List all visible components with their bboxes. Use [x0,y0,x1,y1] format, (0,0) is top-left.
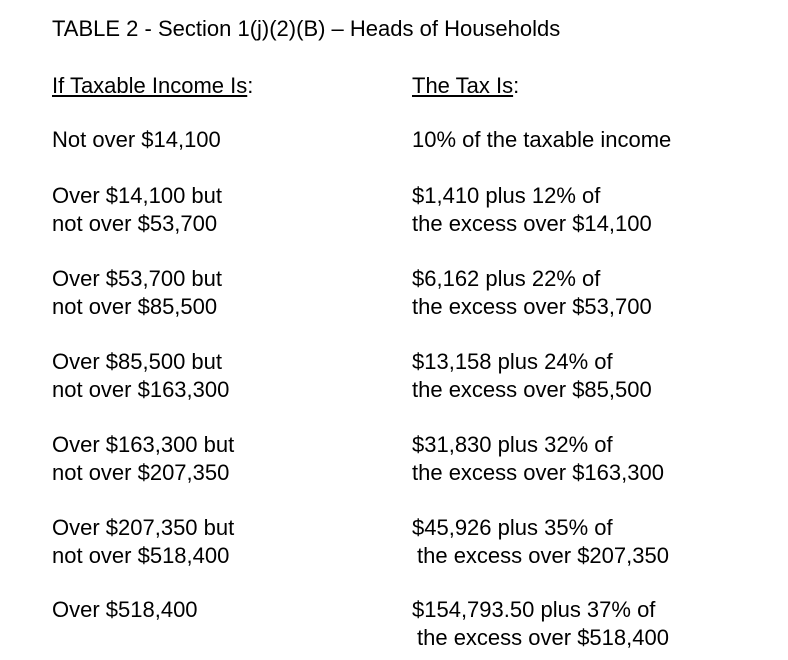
tax-text: the excess over $53,700 [412,293,652,319]
tax-cell-4 [412,348,652,403]
income-text: Over $14,100 but [52,183,223,208]
tax-cell-3 [412,265,652,320]
tax-column-header [412,72,519,100]
income-text: not over $207,350 [52,459,230,485]
income-cell-5 [52,431,234,486]
tax-header-colon: : [513,73,520,98]
income-cell-6 [52,514,234,569]
tax-text: $154,793.50 plus 37% of [412,597,656,622]
income-header-label: If Taxable Income Is [52,73,248,98]
income-text: not over $163,300 [52,376,230,402]
tax-text: the excess over $14,100 [412,210,652,236]
income-text: not over $53,700 [52,210,218,236]
tax-cell-6 [412,514,669,569]
income-text: Over $518,400 [52,597,198,622]
tax-text: the excess over $163,300 [412,459,664,485]
tax-text: $1,410 plus 12% of [412,183,601,208]
income-text: not over $518,400 [52,542,230,568]
income-cell-1 [52,126,221,154]
income-text: not over $85,500 [52,293,218,319]
tax-cell-1 [412,126,671,154]
table-title: TABLE 2 - Section 1(j)(2)(B) – Heads of Households [52,16,561,41]
tax-text: the excess over $207,350 [417,542,669,568]
tax-text: the excess over $518,400 [417,624,669,650]
income-cell-4 [52,348,229,403]
income-text: Not over $14,100 [52,127,221,152]
income-cell-7 [52,596,198,624]
tax-text: $31,830 plus 32% of [412,432,613,457]
tax-text: $45,926 plus 35% of [412,515,613,540]
income-cell-2 [52,182,222,237]
income-text: Over $85,500 but [52,349,223,374]
tax-cell-5 [412,431,664,486]
income-header-colon: : [247,73,254,98]
tax-text: the excess over $85,500 [412,376,652,402]
tax-text: $13,158 plus 24% of [412,349,613,374]
tax-header-label: The Tax Is [412,73,514,98]
tax-text: $6,162 plus 22% of [412,266,601,291]
income-cell-3 [52,265,222,320]
tax-cell-7 [412,596,669,651]
income-text: Over $163,300 but [52,432,235,457]
income-text: Over $53,700 but [52,266,223,291]
tax-cell-2 [412,182,652,237]
income-text: Over $207,350 but [52,515,235,540]
income-column-header [52,72,253,100]
tax-text: 10% of the taxable income [412,127,672,152]
